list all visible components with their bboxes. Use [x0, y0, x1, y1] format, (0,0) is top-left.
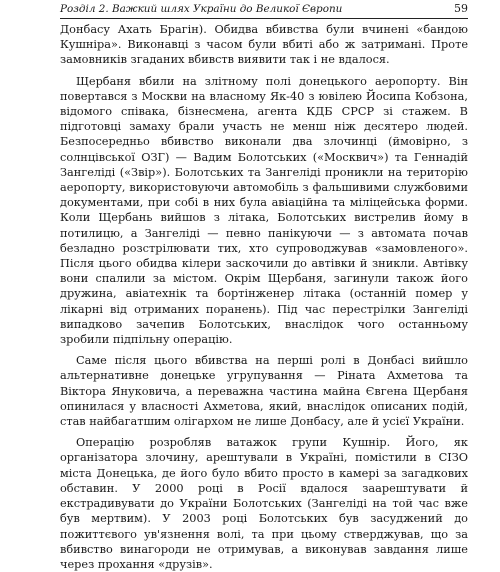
- running-title: Розділ 2. Важкий шлях України до Великої Європи: [60, 3, 343, 15]
- paragraph: Щербаня вбили на злітному полі донецького аеропорту. Він повертався з Москви на власному Як-40 з ювілею Йосипа Кобзона, відомого співака, бізнесмена, агента КДБ СРСР зі стажем. В підготовці замаху брали участь не менш ніж десятеро людей. Безпосередньо вбивство виконали два злочинці (ймовірно, з солнцівської ОЗГ) — Вадим Болотських («Москвич») та Геннадій Зангеліді («Звір»). Болотських та Зангеліді проникли на територію аеропорту, використовуючи автомобіль з фальшивими службовими документами, при собі в них була авіаційна та міліцейська форми. Коли Щербань вийшов з літака, Болотських вистрелив йому в потилицю, а Зангеліді — певно панікуючи — з автомата почав безладно розстрілювати тих, хто супроводжував «замовленого». Після цього обидва кілери заскочили до автівки й зникли. Автівку вони спалили за містом. Окрім Щербаня, загинули також його дружина, авіатехнік та бортінженер літака (останній помер у лікарні від отриманих поранень). Під час перестрілки Зангеліді випадково зачепив Болотських, внаслідок чого останньому зробили підпільну операцію.: [60, 74, 468, 347]
- body-text: [60, 22, 468, 572]
- running-header: [60, 2, 468, 19]
- paragraph: Операцію розробляв ватажок групи Кушнір. Його, як організатора злочину, арештували в Україні, помістили в СІЗО міста Донецька, де його було вбито просто в камері за загадкових обставин. У 2000 році в Росії вдалося заарештувати й екстрадивувати до України Болотських (Зангеліді на той час вже був мертвим). У 2003 році Болотських був засуджений до пожиттєвого ув'язнення волі, та при цьому стверджував, що за вбивство винагороди не отримував, а виконував завдання лише через прохання «друзів».: [60, 436, 468, 571]
- page-number: 59: [454, 2, 468, 15]
- paragraph: Саме після цього вбивства на перші ролі в Донбасі вийшло альтернативне донецьке угрупування — Ріната Ахметова та Віктора Януковича, а переважна частина майна Євгена Щербаня опинилася у власності Ахметова, який, внаслідок описаних подій, став найбагатшим олігархом не лише Донбасу, але й усієї України.: [60, 354, 468, 429]
- paragraph: Донбасу Ахать Брагін). Обидва вбивства були вчинені «бандою Кушніра». Виконавці з часом були вбиті або ж затримані. Проте замовників згаданих вбивств виявити так і не вдалося.: [60, 23, 468, 67]
